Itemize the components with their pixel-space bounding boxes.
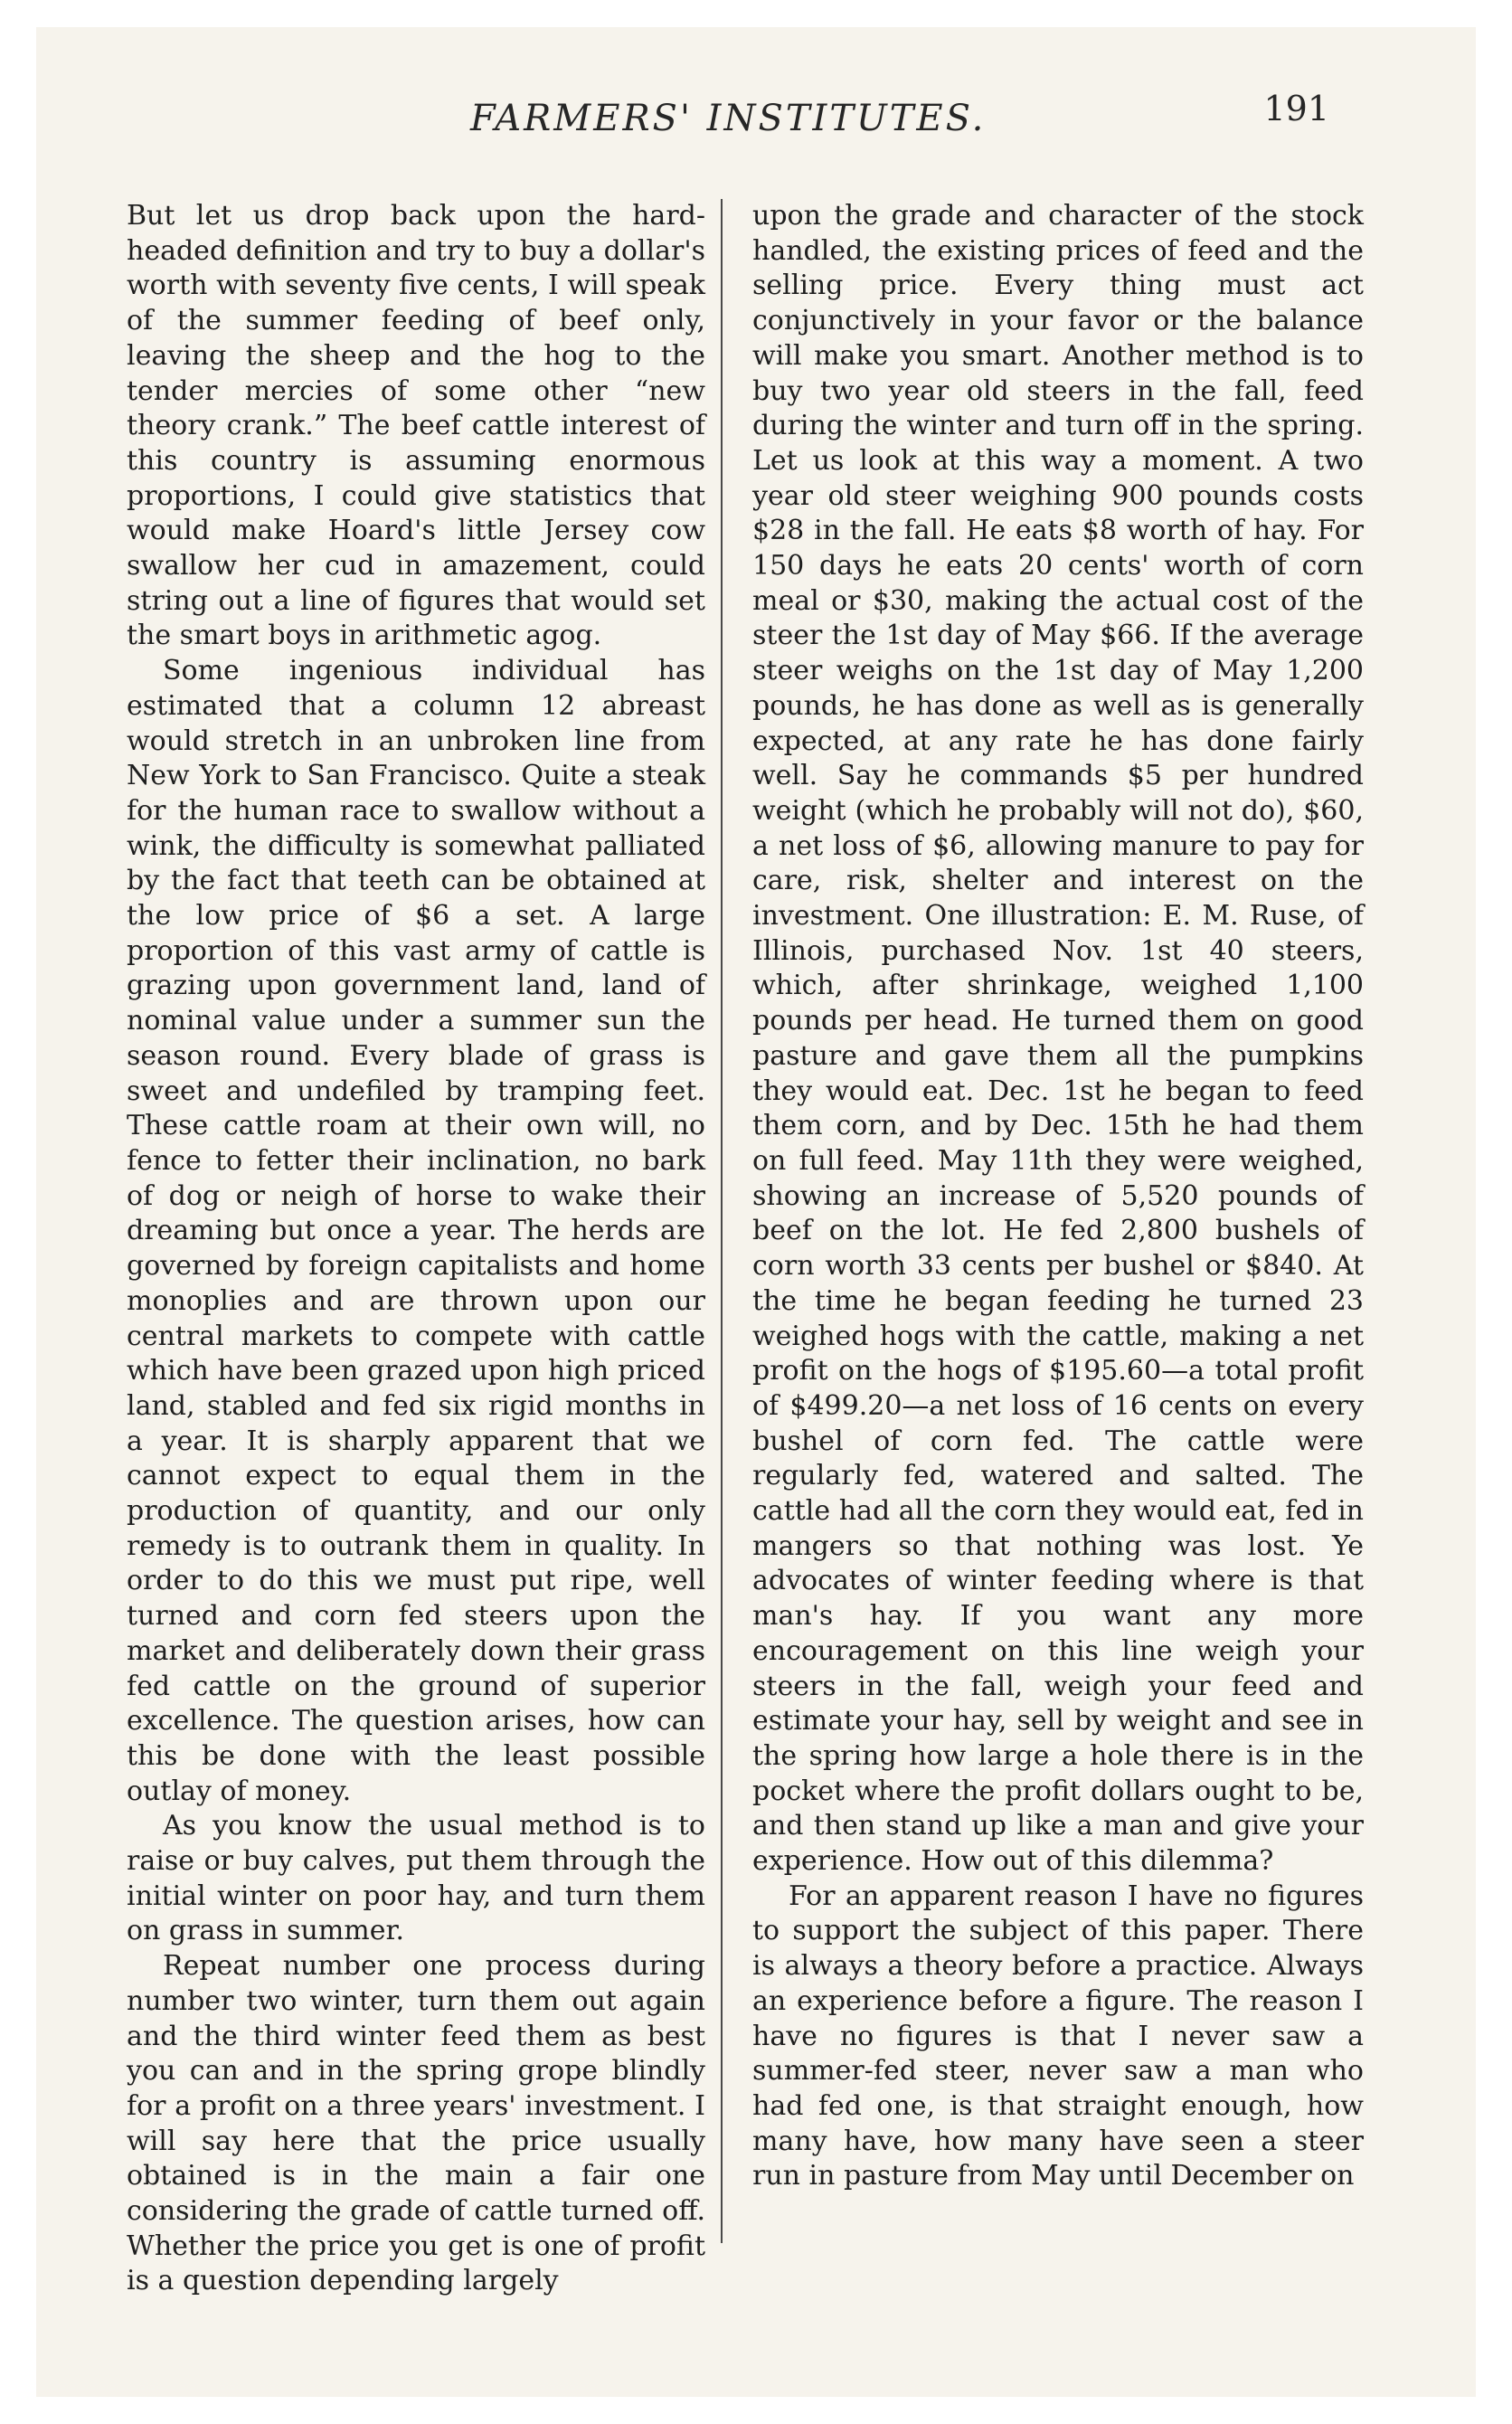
- paragraph: But let us drop back upon the hard-headed definition and try to buy a dollar's worth with seventy five cents, I will speak of the summer feeding of beef only, leaving the sheep and the hog to the tender mercies of some other “new theory crank.” The beef cattle interest of this country is assuming enormous proportions, I could give statistics that would make Hoard's little Jersey cow swallow her cud in amazement, could string out a line of figures that would set the smart boys in arithmetic agog.: [127, 200, 705, 652]
- running-title: FARMERS' INSTITUTES.: [470, 98, 987, 139]
- page-number: 191: [1263, 89, 1329, 128]
- paragraph: Some ingenious individual has estimated that a column 12 abreast would stretch in an unbroken line from New York to San Francisco. Quite a steak for the human race to swallow without a wink, the difficulty is somewhat palliated by the fact that teeth can be obtained at the low price of $6 a set. A large proportion of this vast army of cattle is grazing upon government land, land of nominal value under a summer sun the season round. Every blade of grass is sweet and undefiled by tramping feet. These cattle roam at their own will, no fence to fetter their inclination, no bark of dog or neigh of horse to wake their dreaming but once a year. The herds are governed by foreign capitalists and home monoplies and are thrown upon our central markets to compete with cattle which have been grazed upon high priced land, stabled and fed six rigid months in a year. It is sharply apparent that we cannot expect to equal them in the production of quantity, and our only remedy is to outrank them in quality. In order to do this we must put ripe, well turned and corn fed steers upon the market and deliberately down their grass fed cattle on the ground of superior excellence. The question arises, how can this be done with the least possible outlay of money.: [127, 655, 705, 1807]
- left-column: [127, 199, 705, 2297]
- right-column: [752, 199, 1364, 2252]
- paragraph: As you know the usual method is to raise or buy calves, put them through the initial winter on poor hay, and turn them on grass in summer.: [127, 1810, 705, 1947]
- paragraph: Repeat number one process during number two winter, turn them out again and the third winter feed them as best you can and in the spring grope blindly for a profit on a three years' investment. I will say here that the price usually obtained is in the main a fair one considering the grade of cattle turned off. Whether the price you get is one of profit is a question depending largely: [127, 1950, 705, 2297]
- paragraph: upon the grade and character of the stock handled, the existing prices of feed and the selling price. Every thing must act conjunctively in your favor or the balance will make you smart. Another method is to buy two year old steers in the fall, feed during the winter and turn off in the spring. Let us look at this way a moment. A two year old steer weighing 900 pounds costs $28 in the fall. He eats $8 worth of hay. For 150 days he eats 20 cents' worth of corn meal or $30, making the actual cost of the steer the 1st day of May $66. If the average steer weighs on the 1st day of May 1,200 pounds, he has done as well as is generally expected, at any rate he has done fairly well. Say he commands $5 per hundred weight (which he probably will not do), $60, a net loss of $6, allowing manure to pay for care, risk, shelter and interest on the investment. One illustration: E. M. Ruse, of Illinois, purchased Nov. 1st 40 steers, which, after shrinkage, weighed 1,100 pounds per head. He turned them on good pasture and gave them all the pumpkins they would eat. Dec. 1st he began to feed them corn, and by Dec. 15th he had them on full feed. May 11th they were weighed, showing an increase of 5,520 pounds of beef on the lot. He fed 2,800 bushels of corn worth 33 cents per bushel or $840. At the time he began feeding he turned 23 weighed hogs with the cattle, making a net profit on the hogs of $195.60—a total profit of $499.20—a net loss of 16 cents on every bushel of corn fed. The cattle were regularly fed, watered and salted. The cattle had all the corn they would eat, fed in mangers so that nothing was lost. Ye advocates of winter feeding where is that man's hay. If you want any more encouragement on this line weigh your steers in the fall, weigh your feed and estimate your hay, sell by weight and see in the spring how large a hole there is in the pocket where the profit dollars ought to be, and then stand up like a man and give your experience. How out of this dilemma?: [752, 200, 1364, 1878]
- running-header: [36, 89, 1476, 161]
- column-divider: [721, 199, 723, 2243]
- book-page: [36, 27, 1476, 2397]
- paragraph: For an apparent reason I have no figures to support the subject of this paper. There is always a theory before a practice. Always an experience before a figure. The reason I have no figures is that I never saw a summer-fed steer, never saw a man who had fed one, is that straight enough, how many have, how many have seen a steer run in pasture from May until December on: [752, 1880, 1364, 2192]
